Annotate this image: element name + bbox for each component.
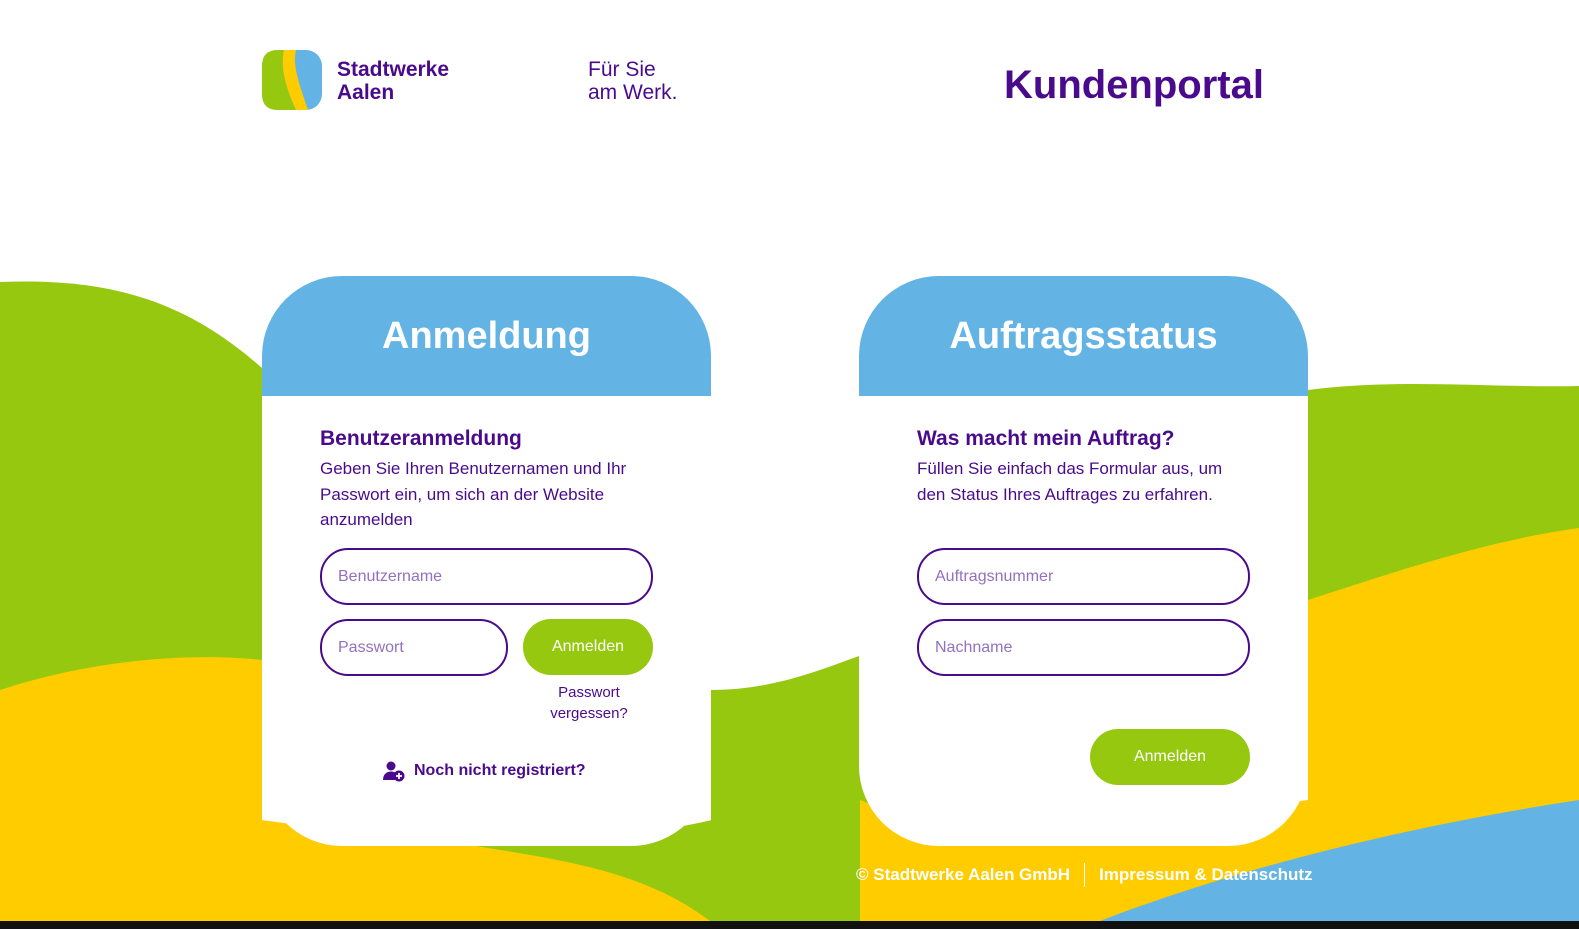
login-card — [262, 276, 711, 846]
order-status-card — [859, 276, 1308, 846]
login-description: Geben Sie Ihren Benutzernamen und Ihr Passwort ein, um sich an der Website anzumelden — [320, 459, 627, 529]
legal-link[interactable]: Impressum & Datenschutz — [1099, 865, 1313, 884]
footer-divider — [1084, 863, 1085, 887]
status-card-title: Auftragsstatus — [949, 314, 1218, 357]
slogan — [588, 58, 677, 104]
forgot-line-1: Passwort — [558, 684, 620, 701]
login-card-header — [262, 276, 711, 396]
slogan-line-1: Für Sie — [588, 58, 656, 81]
footer — [856, 863, 1313, 887]
register-label: Noch nicht registriert? — [414, 762, 586, 779]
status-submit-button[interactable]: Anmelden — [1090, 729, 1250, 785]
register-link[interactable] — [382, 759, 586, 783]
forgot-password-link[interactable] — [544, 682, 634, 724]
status-card-body — [859, 396, 1308, 507]
bottom-edge — [0, 921, 1579, 929]
lastname-input[interactable] — [917, 619, 1250, 676]
status-section-title: Was macht mein Auftrag? — [917, 427, 1175, 450]
status-card-header — [859, 276, 1308, 396]
forgot-line-2: vergessen? — [550, 705, 628, 722]
status-description: Füllen Sie einfach das Formular aus, um den Status Ihres Auftrages zu erfahren. — [917, 459, 1223, 504]
stadtwerke-logo-icon[interactable] — [262, 50, 322, 110]
add-user-icon — [382, 759, 406, 783]
login-button[interactable]: Anmelden — [523, 619, 653, 675]
order-number-input[interactable] — [917, 548, 1250, 605]
login-card-title: Anmeldung — [382, 314, 591, 357]
brand-line-2: Aalen — [337, 81, 395, 104]
copyright: © Stadtwerke Aalen GmbH — [856, 865, 1071, 884]
header — [0, 0, 1579, 140]
username-input[interactable] — [320, 548, 653, 605]
slogan-line-2: am Werk. — [588, 81, 678, 104]
password-input[interactable] — [320, 619, 508, 676]
brand-line-1: Stadtwerke — [337, 58, 450, 81]
login-card-body — [262, 396, 711, 533]
login-section-title: Benutzeranmeldung — [320, 427, 522, 450]
page-title: Kundenportal — [1004, 63, 1264, 107]
brand-name[interactable] — [337, 58, 449, 104]
